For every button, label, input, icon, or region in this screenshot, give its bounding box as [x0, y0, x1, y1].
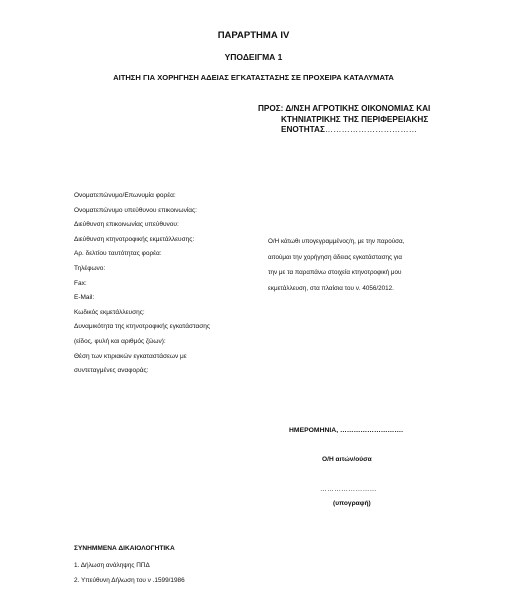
attachment-item: 1. Δήλωση ανάληψης ΠΠΔ	[74, 562, 150, 569]
signature-label: (υπογραφή)	[333, 500, 371, 507]
applicant-fields	[74, 189, 274, 379]
recipient-block	[258, 104, 458, 136]
attachment-item: 2. Υπεύθυνη Δήλωση του ν .1599/1986	[74, 576, 185, 584]
field-label: Τηλέφωνο:	[74, 264, 106, 272]
declaration-line: την με τα παραπάνω στοιχεία κτηνοτροφική μου	[268, 269, 402, 277]
field-label: Κωδικός εκμετάλλευσης:	[74, 308, 145, 316]
declaration-line: Ο/Η κάτωθι υπογεγραμμένος/η, με την παρούσα,	[268, 238, 405, 245]
attachments-list	[74, 559, 185, 588]
field-label: Διεύθυνση κτηνοτροφικής εκμετάλλευσης:	[74, 235, 195, 243]
date-line: ΗΜΕΡΟΜΗΝΙΑ, ……………………….	[289, 427, 404, 434]
field-label: Αρ. δελτίου ταυτότητας φορέα:	[74, 250, 162, 258]
field-label: Ονοματεπώνυμο/Επωνυμία φορέα:	[74, 192, 176, 199]
field-label: συντεταγμένες αναφοράς:	[74, 367, 149, 375]
field-label: Δυναμικότητα της κτηνοτροφικής εγκατάστασης	[74, 323, 210, 331]
document-title: ΑΙΤΗΣΗ ΓΙΑ ΧΟΡΗΓΗΣΗ ΑΔΕΙΑΣ ΕΓΚΑΤΑΣΤΑΣΗΣ ΣΕ ΠΡΟΧΕΙΡΑ ΚΑΤΑΛΥΜΑΤΑ	[113, 73, 394, 82]
declaration-line: εκμετάλλευση, στα πλαίσια του ν. 4056/2012.	[268, 284, 394, 292]
declaration-line: αιτούμαι την χορήγηση άδειας εγκατάστασης για	[268, 253, 402, 261]
field-label: E-Mail:	[74, 294, 95, 302]
field-label: Fax:	[74, 279, 87, 287]
signature-line: ……………………	[320, 486, 377, 493]
applicant-label: Ο/Η αιτών/ούσα	[322, 456, 372, 463]
field-label: Διεύθυνση επικοινωνίας υπεύθυνου:	[74, 221, 179, 229]
field-label: Θέση των κτιριακών εγκαταστάσεων με	[74, 352, 187, 360]
recipient-line-1: ΠΡΟΣ: Δ/ΝΣΗ ΑΓΡΟΤΙΚΗΣ ΟΙΚΟΝΟΜΙΑΣ ΚΑΙ	[258, 104, 431, 113]
annex-heading: ΠΑΡΑΡΤΗΜΑ IV	[217, 30, 290, 41]
recipient-unit-dots: ……………………………	[324, 125, 418, 134]
declaration-text	[268, 234, 438, 296]
recipient-line-3	[258, 125, 458, 136]
model-heading: ΥΠΟΔΕΙΓΜΑ 1	[224, 52, 283, 62]
recipient-unit-label: ΕΝΟΤΗΤΑΣ	[281, 125, 325, 134]
field-label: (είδος, φυλή και αριθμός ζώων):	[74, 337, 166, 345]
field-label: Ονοματεπώνυμο υπεύθυνου επικοινωνίας:	[74, 206, 197, 214]
recipient-line-2: ΚΤΗΝΙΑΤΡΙΚΗΣ ΤΗΣ ΠΕΡΙΦΕΡΕΙΑΚΗΣ	[281, 114, 429, 124]
attachments-title: ΣΥΝΗΜΜΕΝΑ ΔΙΚΑΙΟΛΟΓΗΤΙΚΑ	[74, 545, 175, 552]
